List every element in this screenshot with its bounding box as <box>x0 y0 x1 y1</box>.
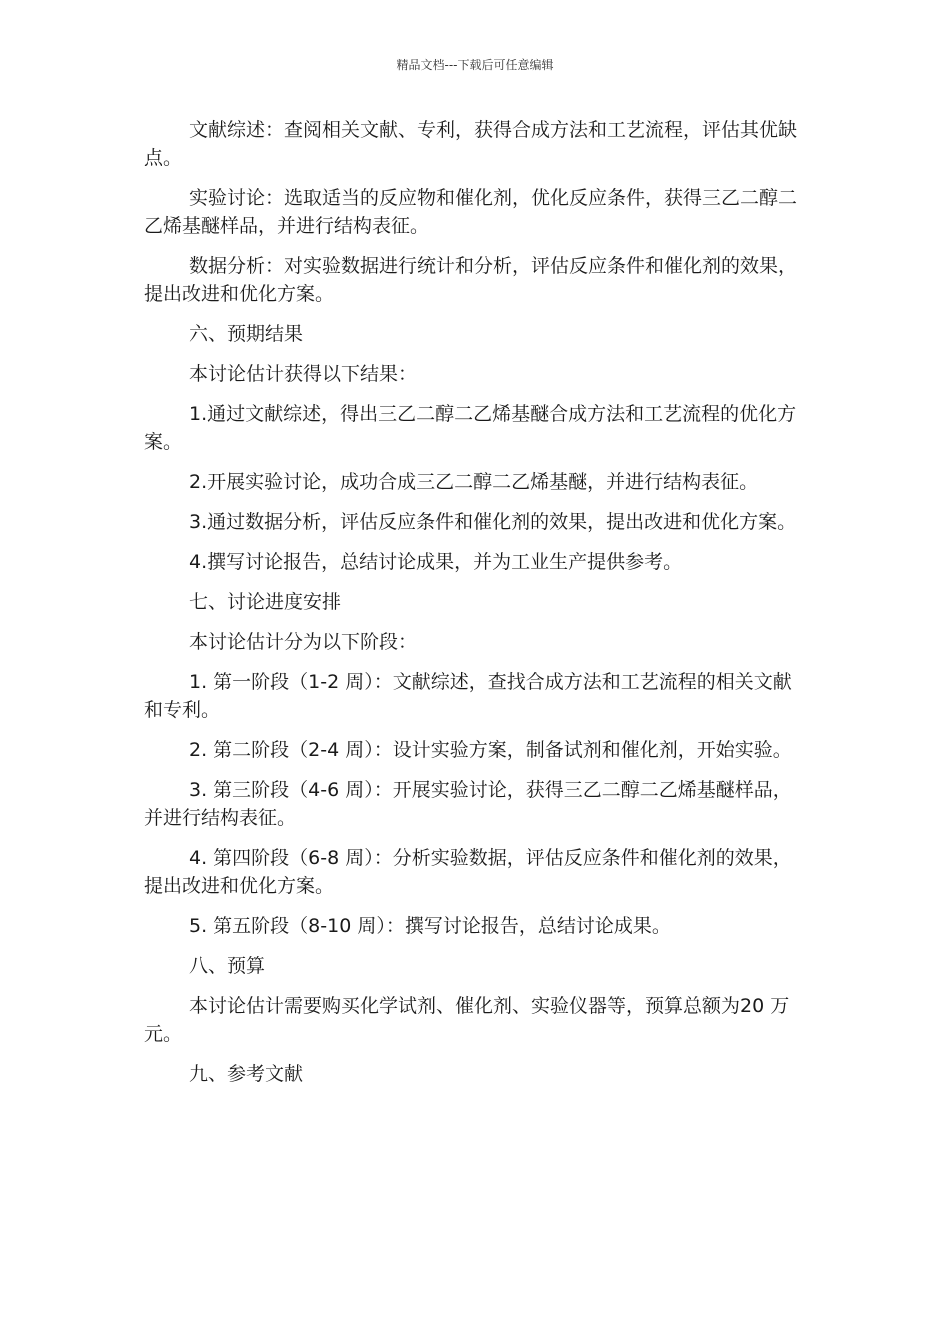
section-heading-references: 九、参考文献 <box>189 1063 304 1085</box>
list-item-result-4: 4.撰写讨论报告，总结讨论成果，并为工业生产提供参考。 <box>189 551 683 573</box>
list-item-stage-4: 4. 第四阶段（6-8 周）：分析实验数据，评估反应条件和催化剂的效果，提出改进和优化方案。 <box>144 847 792 897</box>
document-body <box>144 116 800 1100</box>
list-item-stage-3: 3. 第三阶段（4-6 周）：开展实验讨论，获得三乙二醇二乙烯基醚样品，并进行结构表征。 <box>144 779 792 829</box>
list-item-stage-5: 5. 第五阶段（8-10 周）：撰写讨论报告，总结讨论成果。 <box>189 915 671 937</box>
section-heading-budget: 八、预算 <box>189 955 266 977</box>
list-item-result-3: 3.通过数据分析，评估反应条件和催化剂的效果，提出改进和优化方案。 <box>189 511 797 533</box>
paragraph-literature-review: 文献综述：查阅相关文献、专利，获得合成方法和工艺流程，评估其优缺点。 <box>144 119 798 169</box>
list-item-stage-2: 2. 第二阶段（2-4 周）：设计实验方案，制备试剂和催化剂，开始实验。 <box>189 739 792 761</box>
page-header: 精品文档---下载后可任意编辑 <box>396 58 554 72</box>
list-item-result-1: 1.通过文献综述，得出三乙二醇二乙烯基醚合成方法和工艺流程的优化方案。 <box>144 403 797 453</box>
list-item-stage-1: 1. 第一阶段（1-2 周）：文献综述，查找合成方法和工艺流程的相关文献和专利。 <box>144 671 792 721</box>
paragraph-experiment: 实验讨论：选取适当的反应物和催化剂，优化反应条件，获得三乙二醇二乙烯基醚样品，并进行结构表征。 <box>144 187 798 237</box>
paragraph-budget: 本讨论估计需要购买化学试剂、催化剂、实验仪器等，预算总额为20 万元。 <box>144 995 790 1045</box>
section-heading-expected-results: 六、预期结果 <box>189 323 304 345</box>
paragraph-data-analysis: 数据分析：对实验数据进行统计和分析，评估反应条件和催化剂的效果，提出改进和优化方案。 <box>144 255 798 305</box>
list-item-result-2: 2.开展实验讨论，成功合成三乙二醇二乙烯基醚，并进行结构表征。 <box>189 471 759 493</box>
section-heading-schedule: 七、讨论进度安排 <box>189 591 342 613</box>
paragraph-schedule-intro: 本讨论估计分为以下阶段： <box>189 631 418 653</box>
paragraph-results-intro: 本讨论估计获得以下结果： <box>189 363 418 385</box>
